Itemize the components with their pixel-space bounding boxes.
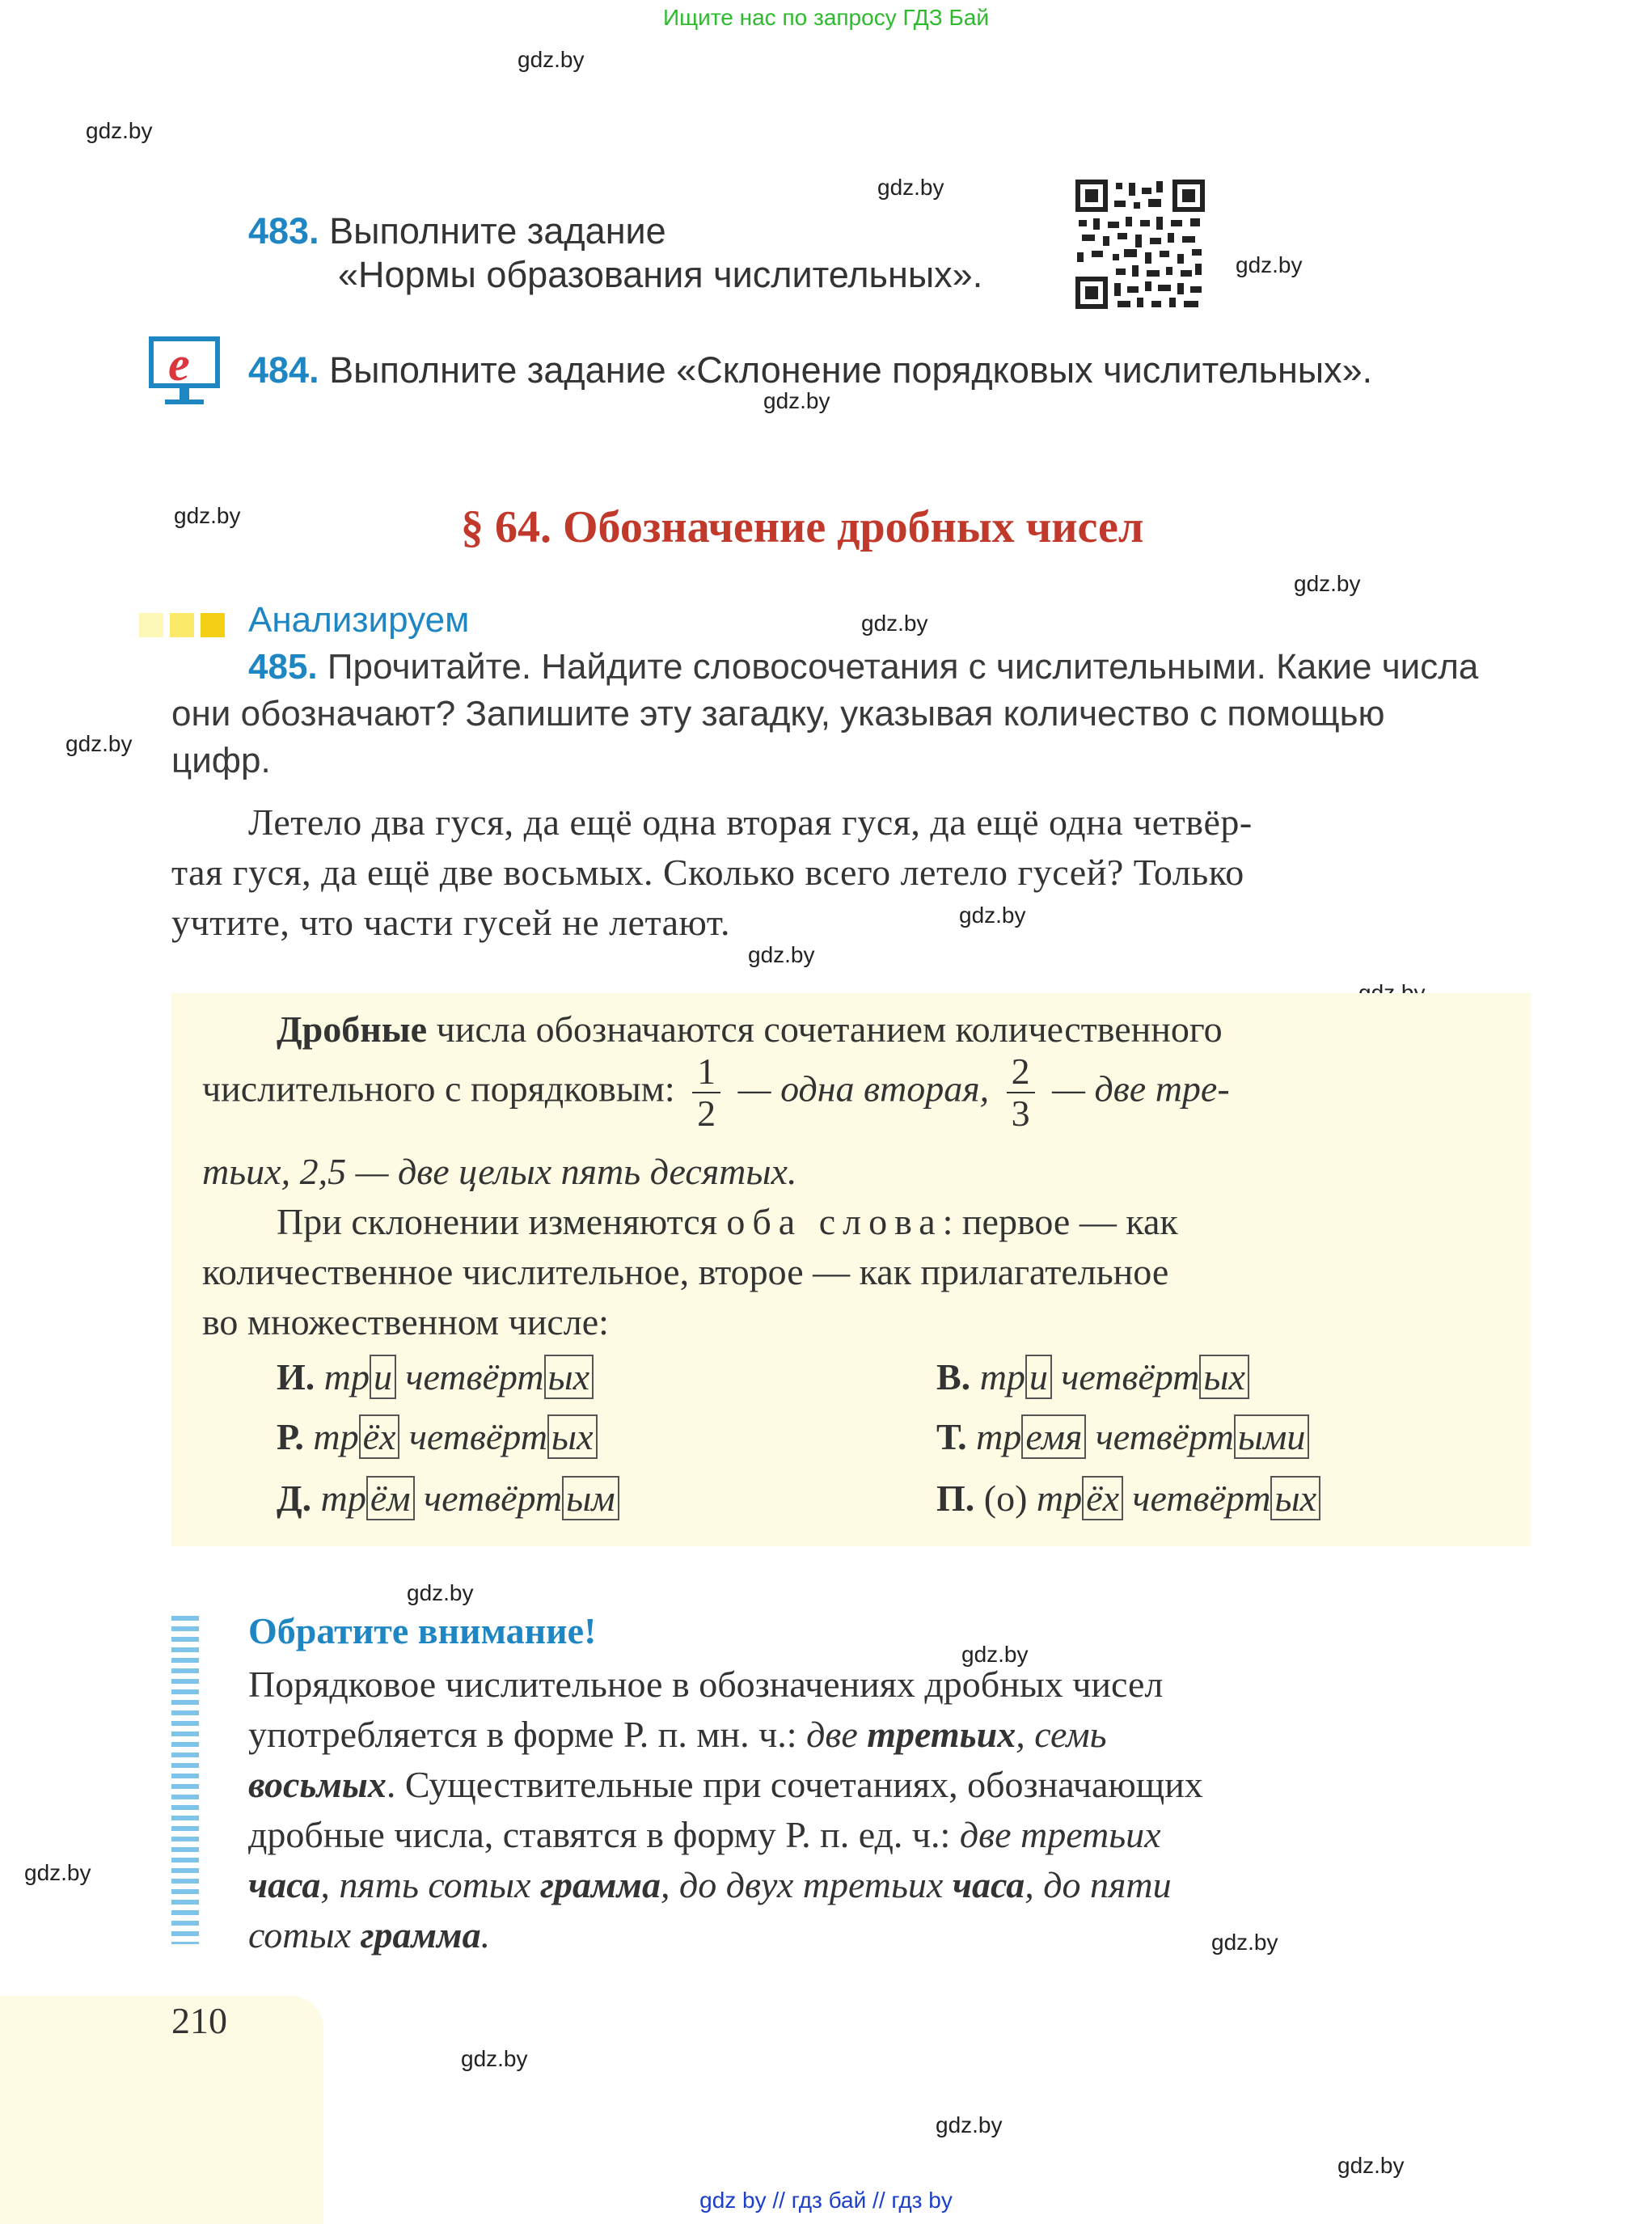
case-label: П.: [936, 1478, 975, 1519]
rule-example: — одна вторая,: [737, 1068, 990, 1110]
note-stripes: [171, 1616, 199, 1944]
fraction-numerator: 2: [1007, 1051, 1035, 1093]
watermark: gdz.by: [1294, 571, 1361, 596]
note-emphasis: часа: [248, 1864, 321, 1905]
rule-example: — две тре-: [1052, 1068, 1230, 1110]
watermark: gdz.by: [877, 175, 944, 200]
rule-text: : первое — как: [942, 1201, 1178, 1242]
rule-text: При склонении изменяются: [277, 1201, 727, 1242]
analyze-squares: [139, 613, 225, 637]
ending-box: емя: [1021, 1414, 1086, 1459]
case-label: Д.: [277, 1478, 312, 1519]
footer-links[interactable]: gdz by // гдз бай // гдз by: [699, 2188, 953, 2213]
rule-text: числа обозначаются сочетанием количественного: [427, 1008, 1223, 1050]
word-stem: четвёрт: [1061, 1356, 1200, 1397]
rule-bold-word: Дробные: [277, 1008, 428, 1050]
task-number: 485.: [248, 647, 318, 687]
task-483: [248, 209, 666, 254]
declension-row: [936, 1477, 1320, 1520]
top-banner[interactable]: Ищите нас по запросу ГДЗ Бай: [662, 5, 990, 30]
note-example: сотых: [248, 1914, 361, 1956]
case-label: В.: [936, 1356, 971, 1397]
note-emphasis: часа: [952, 1864, 1025, 1905]
rule-line: во множественном числе:: [202, 1301, 609, 1342]
preposition: (о): [983, 1478, 1028, 1519]
watermark: gdz.by: [86, 118, 153, 143]
word-stem: тр: [323, 1356, 370, 1397]
note-line: Порядковое числительное в обозначениях дробных чисел: [248, 1664, 1164, 1705]
ending-box: ых: [547, 1414, 598, 1459]
word-stem: тр: [976, 1416, 1022, 1457]
riddle-line: Летело два гуся, да ещё одна вторая гуся, да ещё одна четвёр-: [248, 801, 1253, 843]
watermark: gdz.by: [1337, 2153, 1405, 2178]
note-emphasis: восьмых: [248, 1764, 387, 1805]
note-line: [248, 1860, 1531, 1910]
watermark: gdz.by: [24, 1860, 91, 1885]
fraction-denominator: 2: [697, 1093, 716, 1134]
declension-row: [277, 1477, 619, 1520]
rule-line: [277, 1197, 1498, 1247]
watermark: gdz.by: [407, 1580, 474, 1605]
square-icon: [201, 613, 225, 637]
e-letter: e: [168, 337, 190, 391]
note-title: Обратите внимание!: [248, 1610, 597, 1651]
task-text: Выполните задание «Склонение порядковых числительных».: [329, 349, 1373, 391]
case-label: Т.: [936, 1416, 967, 1457]
watermark: gdz.by: [461, 2046, 528, 2071]
note-line: [248, 1710, 1531, 1760]
task-text: Выполните задание: [329, 210, 666, 252]
note-example: , до двух третьих: [661, 1864, 953, 1905]
note-line: [248, 1810, 1531, 1860]
task-number: 484.: [248, 349, 319, 391]
note-example: , до пяти: [1025, 1864, 1172, 1905]
task-number: 483.: [248, 210, 319, 252]
section-title: § 64. Обозначение дробных чисел: [461, 502, 1144, 552]
fraction-numerator: 1: [692, 1051, 720, 1093]
declension-row: [277, 1355, 594, 1398]
word-stem: тр: [1036, 1478, 1083, 1519]
word-stem: четвёрт: [1132, 1478, 1271, 1519]
ending-box: ём: [366, 1476, 415, 1520]
note-text: . Существительные при сочетаниях, обозначающих: [386, 1764, 1203, 1805]
task-483-line2: «Нормы образования числительных».: [338, 254, 983, 295]
note-text: дробные числа, ставятся в форму Р. п. ед. ч.:: [248, 1814, 960, 1855]
watermark: gdz.by: [65, 731, 133, 756]
e-learning-monitor-icon[interactable]: [146, 333, 223, 411]
watermark: gdz.by: [1236, 252, 1303, 277]
task-text: Прочитайте. Найдите словосочетания с числительными. Какие числа: [327, 647, 1479, 687]
watermark: gdz.by: [174, 503, 241, 528]
word-stem: четвёрт: [1095, 1416, 1234, 1457]
note-example: , пять сотых: [320, 1864, 540, 1905]
rule-spaced-text: оба слова: [726, 1201, 943, 1242]
analyze-heading: Анализируем: [248, 600, 470, 640]
rule-line: [277, 1004, 1498, 1055]
declension-row: [936, 1355, 1249, 1398]
square-icon: [170, 613, 194, 637]
case-label: И.: [277, 1356, 315, 1397]
word-stem: тр: [320, 1478, 366, 1519]
riddle-line: тая гуся, да ещё две восьмых. Сколько всего летело гусей? Только: [171, 852, 1244, 893]
ending-box: ых: [1270, 1476, 1320, 1520]
ending-box: ых: [544, 1355, 594, 1399]
watermark: gdz.by: [518, 47, 585, 72]
rule-text: числительного с порядковым:: [202, 1068, 675, 1110]
ending-box: и: [370, 1355, 396, 1399]
fraction-two-thirds: [1007, 1051, 1035, 1134]
note-line: [248, 1910, 1531, 1960]
square-icon: [139, 613, 163, 637]
ending-box: ёх: [1082, 1476, 1123, 1520]
task-484: [248, 348, 1372, 393]
declension-row: [936, 1415, 1309, 1458]
word-stem: четвёрт: [424, 1478, 563, 1519]
note-example: .: [480, 1914, 491, 1956]
note-example: две третьих: [959, 1814, 1161, 1855]
fraction-denominator: 3: [1011, 1093, 1030, 1134]
note-example: , семь: [1016, 1714, 1107, 1755]
watermark: gdz.by: [959, 903, 1026, 928]
fraction-one-half: [692, 1051, 720, 1134]
watermark: gdz.by: [961, 1642, 1029, 1667]
note-text: употребляется в форме Р. п. мн. ч.:: [248, 1714, 807, 1755]
rule-line: количественное числительное, второе — как прилагательное: [202, 1251, 1169, 1292]
note-emphasis: третьих: [867, 1714, 1016, 1755]
declension-row: [277, 1415, 598, 1458]
ending-box: и: [1025, 1355, 1052, 1399]
watermark: gdz.by: [748, 942, 815, 967]
task-485: [248, 644, 1531, 691]
word-stem: четвёрт: [405, 1356, 544, 1397]
watermark: gdz.by: [861, 611, 928, 636]
ending-box: ым: [562, 1476, 619, 1520]
ending-box: ыми: [1234, 1414, 1310, 1459]
watermark: gdz.by: [1211, 1930, 1278, 1955]
case-label: Р.: [277, 1416, 304, 1457]
note-example: две: [806, 1714, 868, 1755]
watermark: gdz.by: [936, 2112, 1003, 2137]
page-number: 210: [171, 2000, 227, 2041]
qr-code-icon[interactable]: [1075, 180, 1205, 309]
note-line: [248, 1760, 1531, 1810]
riddle-line: учтите, что части гусей не летают.: [171, 902, 730, 943]
task-485-line2: они обозначают? Запишите эту загадку, указывая количество с помощью: [171, 694, 1385, 734]
task-485-line3: цифр.: [171, 741, 271, 780]
note-emphasis: грамма: [539, 1864, 661, 1905]
rule-line: тьих, 2,5 — две целых пять десятых.: [202, 1151, 797, 1192]
rule-fraction-line: [202, 1051, 1528, 1134]
ending-box: ых: [1199, 1355, 1249, 1399]
word-stem: четвёрт: [408, 1416, 547, 1457]
ending-box: ёх: [359, 1414, 400, 1459]
note-emphasis: грамма: [360, 1914, 481, 1956]
word-stem: тр: [979, 1356, 1025, 1397]
word-stem: тр: [313, 1416, 359, 1457]
watermark: gdz.by: [763, 388, 830, 413]
